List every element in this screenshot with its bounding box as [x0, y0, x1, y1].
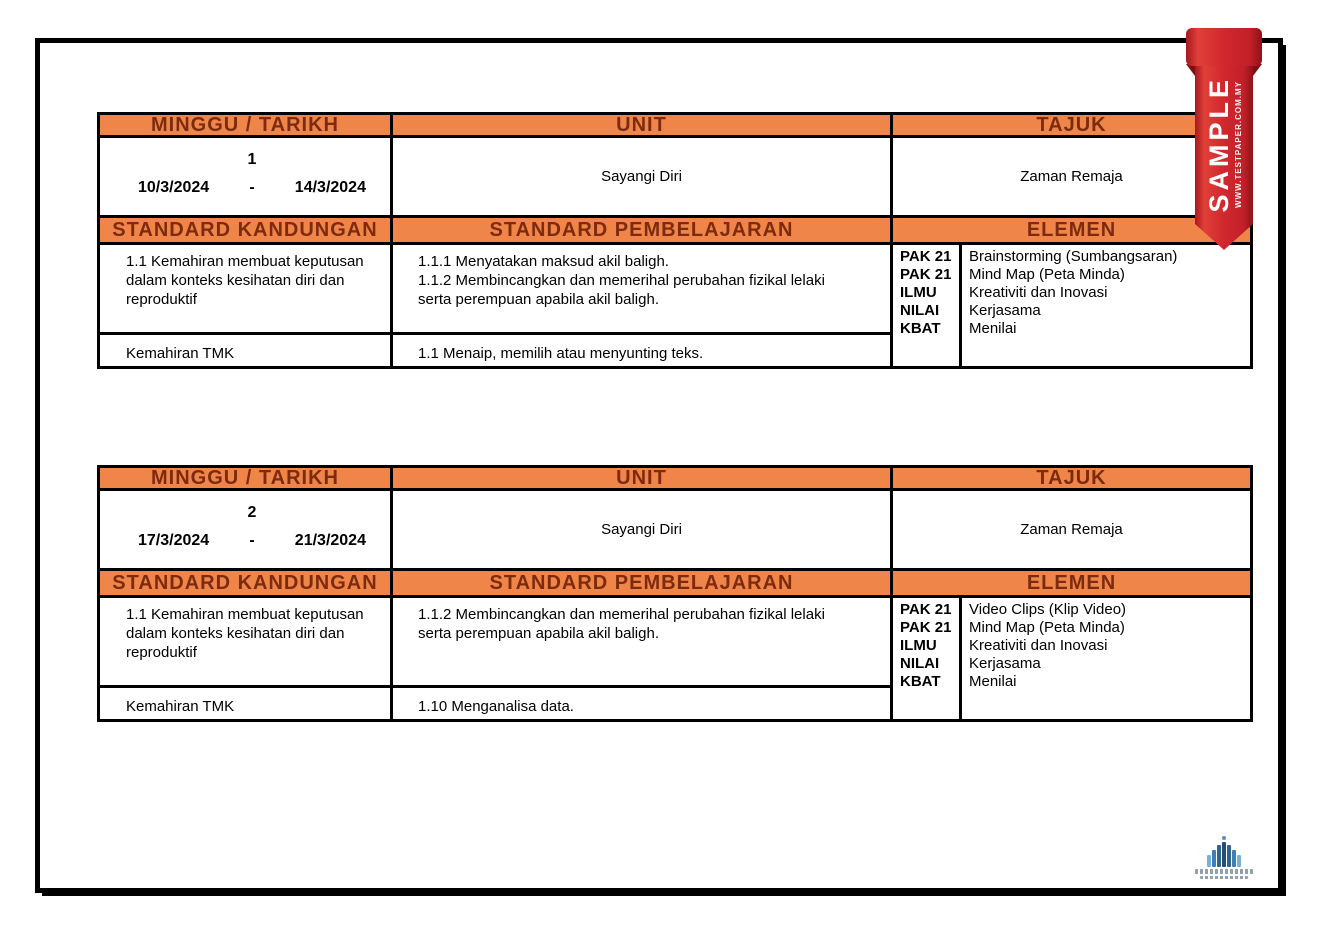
standard-pembelajaran	[393, 598, 893, 688]
header-standard-pembelajaran: STANDARD PEMBELAJARAN	[393, 218, 893, 245]
tajuk-value: Zaman Remaja	[893, 138, 1250, 218]
ribbon-url: WWW.TESTPAPER.COM.MY	[1233, 80, 1243, 208]
elemen-label: NILAI	[900, 302, 940, 319]
sample-ribbon	[1186, 26, 1262, 254]
elemen-value: Video Clips (Klip Video)	[969, 601, 1127, 618]
publisher-logo-text-line	[1195, 869, 1253, 874]
elemen-cell	[893, 245, 1250, 366]
elemen-value: Kreativiti dan Inovasi	[969, 637, 1108, 654]
date-start: 17/3/2024	[138, 532, 210, 549]
pembelajaran-line: 1.1.2 Membincangkan dan memerihal perubahan fizikal lelaki serta perempuan apabila akil baligh.	[418, 606, 825, 642]
week-number: 1	[247, 151, 257, 168]
week-date-cell	[100, 138, 393, 218]
elemen-cell	[893, 598, 1250, 719]
elemen-value: Mind Map (Peta Minda)	[969, 619, 1125, 636]
elemen-value: Kreativiti dan Inovasi	[969, 284, 1108, 301]
elemen-value: Menilai	[969, 673, 1017, 690]
tmk-label: Kemahiran TMK	[100, 688, 393, 719]
date-end: 14/3/2024	[294, 179, 366, 196]
date-range	[138, 179, 366, 197]
elemen-label: PAK 21	[900, 266, 952, 283]
tmk-label: Kemahiran TMK	[100, 335, 393, 366]
elemen-label: PAK 21	[900, 601, 952, 618]
unit-value: Sayangi Diri	[393, 138, 893, 218]
date-start: 10/3/2024	[138, 179, 210, 196]
week-block-2	[97, 465, 1253, 722]
header-minggu-tarikh: MINGGU / TARIKH	[100, 115, 393, 138]
date-separator: -	[249, 532, 255, 549]
elemen-label: KBAT	[900, 673, 941, 690]
date-range	[138, 532, 366, 550]
week-date-cell	[100, 491, 393, 571]
date-end: 21/3/2024	[294, 532, 366, 549]
elemen-values	[962, 598, 1250, 719]
tajuk-value: Zaman Remaja	[893, 491, 1250, 571]
elemen-label: NILAI	[900, 655, 940, 672]
elemen-value: Kerjasama	[969, 302, 1041, 319]
elemen-label: ILMU	[900, 637, 937, 654]
header-tajuk: TAJUK	[893, 468, 1250, 491]
header-unit: UNIT	[393, 115, 893, 138]
elemen-labels	[893, 598, 962, 719]
elemen-value: Kerjasama	[969, 655, 1041, 672]
pembelajaran-line: 1.1.1 Menyatakan maksud akil baligh.	[418, 253, 669, 270]
publisher-logo-icon	[1193, 839, 1255, 867]
pembelajaran-line: 1.1.2 Membincangkan dan memerihal perubahan fizikal lelaki serta perempuan apabila akil baligh.	[418, 272, 825, 308]
elemen-label: KBAT	[900, 320, 941, 337]
elemen-value: Brainstorming (Sumbangsaran)	[969, 248, 1178, 265]
standard-kandungan: 1.1 Kemahiran membuat keputusan dalam konteks kesihatan diri dan reproduktif	[100, 598, 393, 688]
publisher-logo-text-line	[1200, 876, 1248, 879]
tmk-value: 1.1 Menaip, memilih atau menyunting teks.	[393, 335, 893, 366]
header-tajuk: TAJUK	[893, 115, 1250, 138]
header-standard-pembelajaran: STANDARD PEMBELAJARAN	[393, 571, 893, 598]
header-elemen: ELEMEN	[893, 218, 1250, 245]
week-block-1	[97, 112, 1253, 369]
publisher-logo	[1193, 839, 1255, 879]
header-unit: UNIT	[393, 468, 893, 491]
header-standard-kandungan: STANDARD KANDUNGAN	[100, 571, 393, 598]
elemen-labels	[893, 245, 962, 366]
elemen-values	[962, 245, 1250, 366]
elemen-value: Menilai	[969, 320, 1017, 337]
standard-pembelajaran	[393, 245, 893, 335]
unit-value: Sayangi Diri	[393, 491, 893, 571]
elemen-label: PAK 21	[900, 248, 952, 265]
ribbon-label: SAMPLE	[1203, 75, 1234, 213]
header-standard-kandungan: STANDARD KANDUNGAN	[100, 218, 393, 245]
date-separator: -	[249, 179, 255, 196]
standard-kandungan: 1.1 Kemahiran membuat keputusan dalam konteks kesihatan diri dan reproduktif	[100, 245, 393, 335]
header-elemen: ELEMEN	[893, 571, 1250, 598]
week-number: 2	[247, 504, 257, 521]
elemen-value: Mind Map (Peta Minda)	[969, 266, 1125, 283]
tmk-value: 1.10 Menganalisa data.	[393, 688, 893, 719]
header-minggu-tarikh: MINGGU / TARIKH	[100, 468, 393, 491]
elemen-label: PAK 21	[900, 619, 952, 636]
elemen-label: ILMU	[900, 284, 937, 301]
